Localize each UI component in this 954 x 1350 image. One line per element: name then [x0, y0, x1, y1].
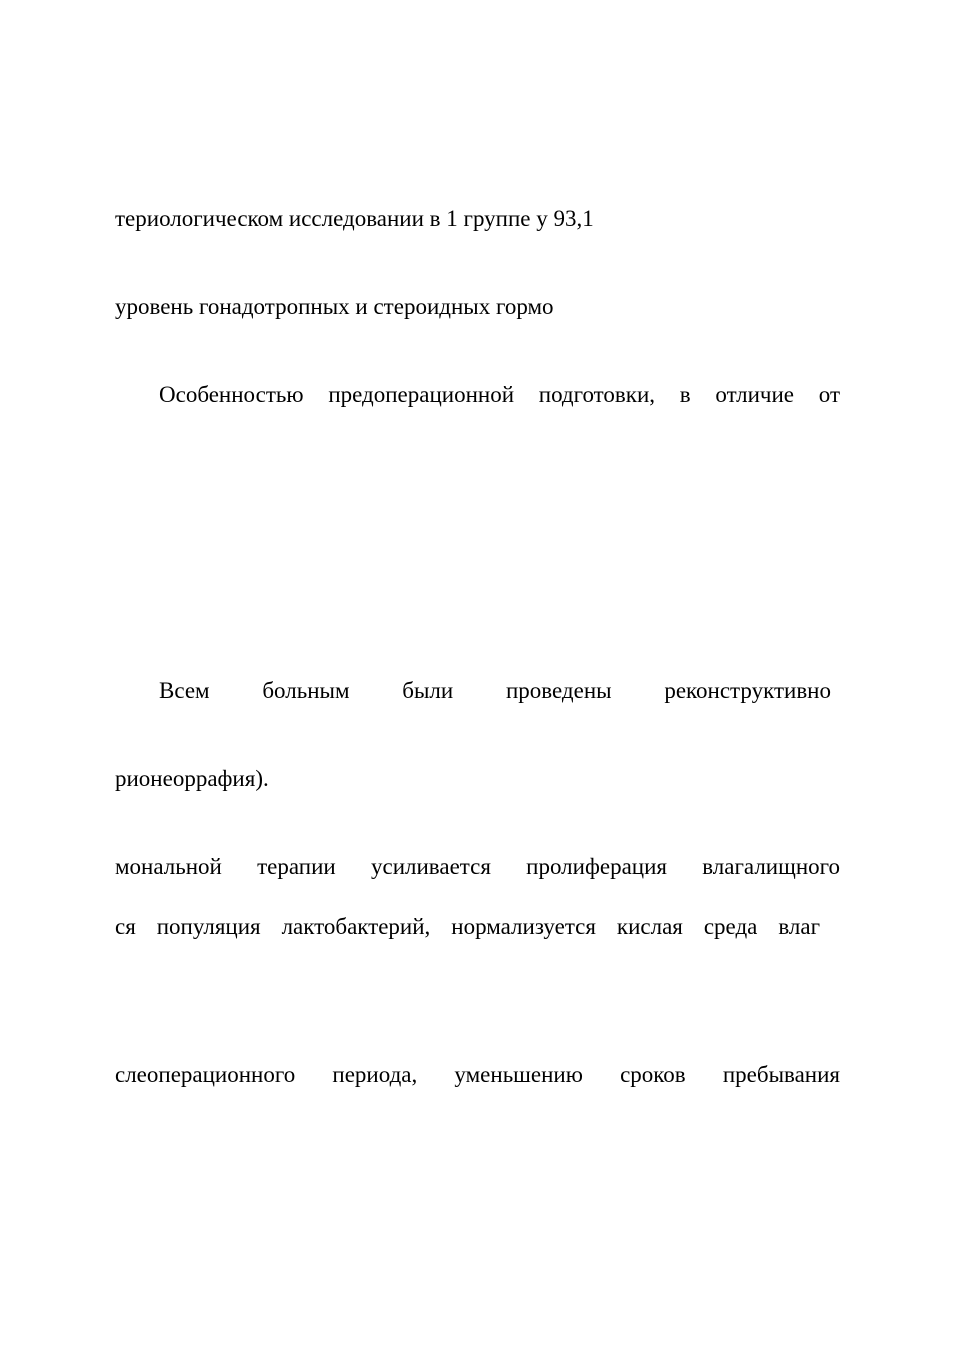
text-line-5: рионеоррафия).: [115, 766, 269, 791]
text-line-1: териологическом исследовании в 1 группе у 93,1: [115, 206, 594, 231]
text-line-6: мональной терапии усиливается пролиферация влагалищного: [115, 854, 840, 879]
text-line-2: уровень гонадотропных и стероидных гормо: [115, 294, 554, 319]
text-line-4: Всем больным были проведены реконструктивно: [159, 678, 831, 703]
text-line-3: Особенностью предоперационной подготовки, в отличие от: [159, 382, 840, 407]
text-line-7: ся популяция лактобактерий, нормализуется кислая среда влаг: [115, 914, 820, 939]
text-line-8: слеоперационного периода, уменьшению сроков пребывания: [115, 1062, 840, 1087]
